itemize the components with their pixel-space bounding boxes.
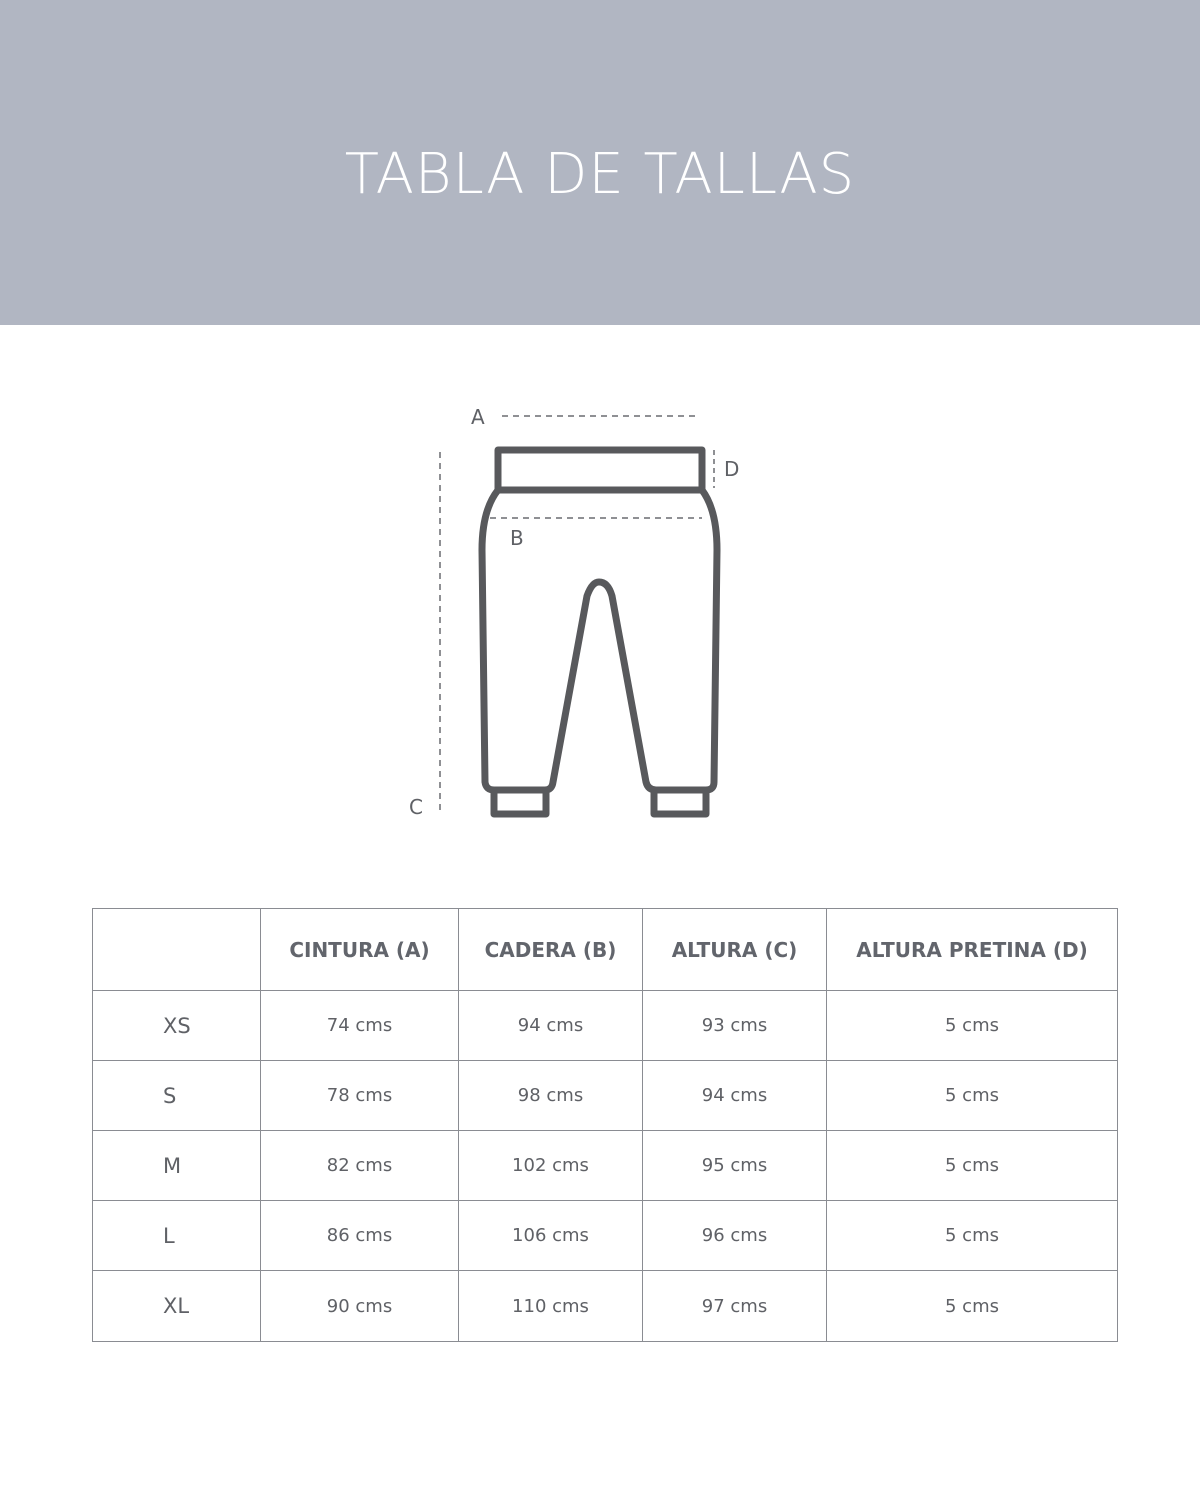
page-title: TABLA DE TALLAS — [344, 142, 856, 207]
label-a: A — [471, 405, 485, 429]
label-b: B — [510, 526, 524, 550]
cintura-cell: 86 cms — [261, 1201, 459, 1271]
header-pretina: ALTURA PRETINA (D) — [827, 909, 1118, 991]
pretina-cell: 5 cms — [827, 1061, 1118, 1131]
size-cell: S — [93, 1061, 261, 1131]
cintura-cell: 74 cms — [261, 991, 459, 1061]
left-cuff-shape — [494, 790, 546, 814]
header-cintura: CINTURA (A) — [261, 909, 459, 991]
table-row — [93, 1271, 1118, 1342]
size-cell: XL — [93, 1271, 261, 1342]
waistband-shape — [498, 450, 702, 490]
size-cell: M — [93, 1131, 261, 1201]
table-row — [93, 1131, 1118, 1201]
table-row — [93, 991, 1118, 1061]
pretina-cell: 5 cms — [827, 1201, 1118, 1271]
cintura-cell: 82 cms — [261, 1131, 459, 1201]
altura-cell: 96 cms — [643, 1201, 827, 1271]
table-header-row — [93, 909, 1118, 991]
size-cell: XS — [93, 991, 261, 1061]
cadera-cell: 106 cms — [459, 1201, 643, 1271]
label-d: D — [724, 457, 740, 481]
table-row — [93, 1061, 1118, 1131]
pants-measurement-diagram — [380, 390, 820, 840]
cintura-cell: 78 cms — [261, 1061, 459, 1131]
right-cuff-shape — [654, 790, 706, 814]
header-banner — [0, 0, 1200, 325]
altura-cell: 94 cms — [643, 1061, 827, 1131]
cadera-cell: 98 cms — [459, 1061, 643, 1131]
table-row — [93, 1201, 1118, 1271]
cadera-cell: 110 cms — [459, 1271, 643, 1342]
pretina-cell: 5 cms — [827, 1131, 1118, 1201]
header-altura: ALTURA (C) — [643, 909, 827, 991]
cadera-cell: 94 cms — [459, 991, 643, 1061]
cadera-cell: 102 cms — [459, 1131, 643, 1201]
pretina-cell: 5 cms — [827, 1271, 1118, 1342]
pants-icon — [380, 390, 820, 840]
label-c: C — [409, 795, 423, 819]
altura-cell: 93 cms — [643, 991, 827, 1061]
altura-cell: 95 cms — [643, 1131, 827, 1201]
pretina-cell: 5 cms — [827, 991, 1118, 1061]
header-cadera: CADERA (B) — [459, 909, 643, 991]
size-table — [92, 908, 1118, 1342]
cintura-cell: 90 cms — [261, 1271, 459, 1342]
size-cell: L — [93, 1201, 261, 1271]
header-size — [93, 909, 261, 991]
altura-cell: 97 cms — [643, 1271, 827, 1342]
